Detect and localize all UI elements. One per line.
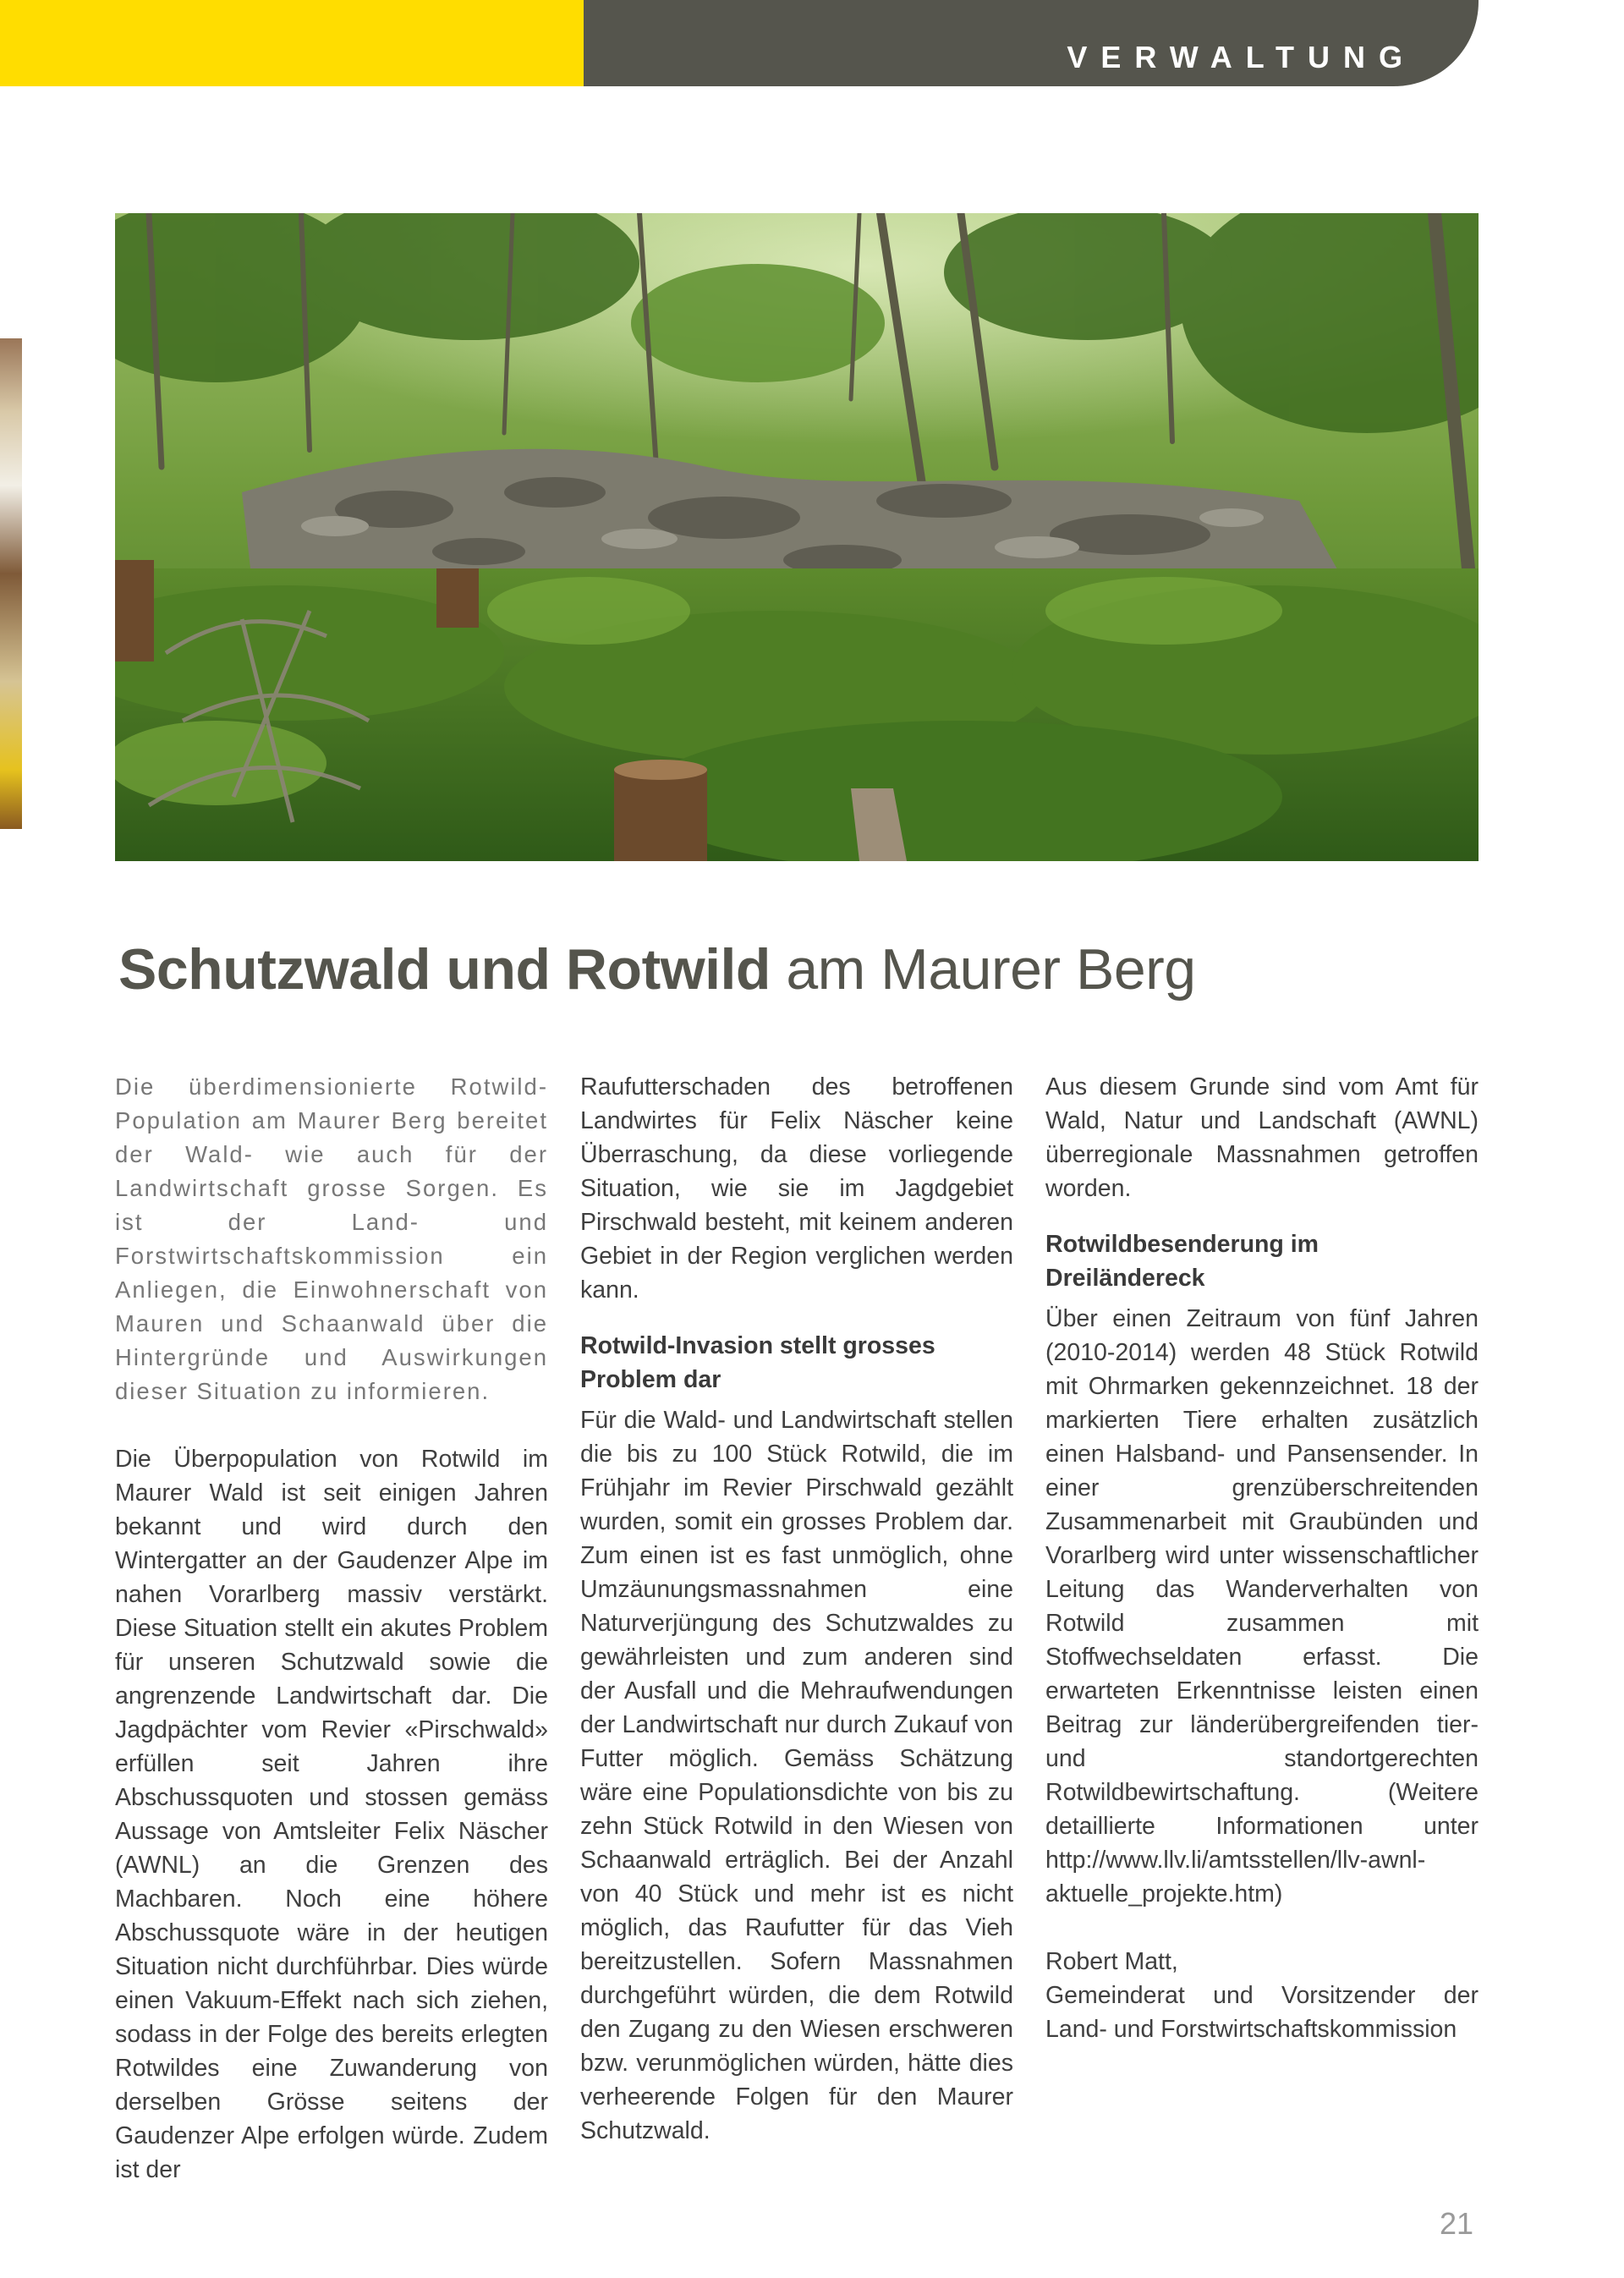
article-title-bold: Schutzwald und Rotwild <box>118 937 771 1002</box>
lead-paragraph: Die überdimensionierte Rotwild-Population am Maurer Berg bereitet der Wald- wie auch für der Landwirtschaft grosse Sorgen. Es ist der Land- und Forstwirtschaftskommission ein Anliegen, die Einwohnerschaft von Mauren und Schaanwald über die Hintergründe und Auswirkungen dieser Situation zu informieren. <box>115 1073 548 1404</box>
header-accent-bar <box>0 0 584 86</box>
author-role: Gemeinderat und Vorsitzender der Land- und Forstwirtschaftskommission <box>1045 1982 1479 2043</box>
adjacent-page-photo-edge <box>0 338 22 829</box>
article-title <box>118 937 1196 1002</box>
subheading: Rotwildbesenderung im Dreiländereck <box>1045 1231 1320 1292</box>
page-number: 21 <box>1439 2206 1473 2241</box>
body-paragraph: Über einen Zeitraum von fünf Jahren (2010-2014) werden 48 Stück Rotwild mit Ohrmarken gekennzeichnet. 18 der markierten Tiere erhalten zusätzlich einen Halsband- und Pansensender. In einer grenzüberschreitenden Zusammenarbeit mit Graubünden und Vorarlberg wird unter wissenschaftlicher Leitung das Wanderverhalten von Rotwild zusammen mit Stoffwechseldaten erfasst. Die erwarteten Erkenntnisse leisten einen Beitrag zur länderübergreifenden tier- und standortgerechten Rotwildbewirtschaftung. (Weitere detaillierte Informationen unter http://www.llv.li/amtsstellen/llv-awnl-aktuelle_projekte.htm) <box>1045 1305 1479 1907</box>
article-title-rest: am Maurer Berg <box>770 937 1196 1002</box>
text-column-3 <box>1045 1070 1479 2046</box>
body-paragraph: Raufutterschaden des betroffenen Landwirtes für Felix Näscher keine Überraschung, da diese vorliegende Situation, wie sie im Jagdgebiet Pirschwald besteht, mit keinem anderen Gebiet in der Region verglichen werden kann. <box>580 1073 1013 1304</box>
body-paragraph: Aus diesem Grunde sind vom Amt für Wald, Natur und Landschaft (AWNL) überregionale Massnahmen getroffen worden. <box>1045 1073 1479 1202</box>
author-name: Robert Matt, <box>1045 1948 1178 1975</box>
forest-photo <box>115 213 1479 861</box>
body-paragraph: Die Überpopulation von Rotwild im Maurer Wald ist seit einigen Jahren bekannt und wird durch den Wintergatter an der Gaudenzer Alpe im nahen Vorarlberg massiv verstärkt. Diese Situation stellt ein akutes Problem für unseren Schutzwald sowie die angrenzende Landwirtschaft dar. Die Jagdpächter vom Revier «Pirschwald» erfüllen seit Jahren ihre Abschussquoten und stossen gemäss Aussage von Amtsleiter Felix Näscher (AWNL) an die Grenzen des Machbaren. Noch eine höhere Abschussquote wäre in der heutigen Situation nicht durchführbar. Dies würde einen Vakuum-Effekt nach sich ziehen, sodass in der Folge des bereits erlegten Rotwildes eine Zuwanderung von derselben Grösse seitens der Gaudenzer Alpe erfolgen würde. Zudem ist der <box>115 1446 548 2183</box>
subheading: Rotwild-Invasion stellt grosses Problem dar <box>580 1332 935 1393</box>
text-column-1 <box>115 1070 548 2187</box>
body-paragraph: Für die Wald- und Landwirtschaft stellen die bis zu 100 Stück Rotwild, die im Frühjahr im Revier Pirschwald gezählt wurden, somit ein grosses Problem dar. Zum einen ist es fast unmöglich, ohne Umzäunungsmassnahmen eine Naturverjüngung des Schutzwaldes zu gewährleisten und zum anderen sind der Ausfall und die Mehraufwendungen der Landwirtschaft nur durch Zukauf von Futter möglich. Gemäss Schätzung wäre eine Populationsdichte von bis zu zehn Stück Rotwild in den Wiesen von Schaanwald erträglich. Bei der Anzahl von 40 Stück und mehr ist es nicht möglich, das Raufutter für das Vieh bereitzustellen. Sofern Massnahmen durchgeführt würden, die dem Rotwild den Zugang zu den Wiesen erschweren bzw. verunmöglichen würden, hätte dies verheerende Folgen für den Maurer Schutzwald. <box>580 1407 1013 2144</box>
section-label: VERWALTUNG <box>1067 40 1416 74</box>
text-column-2 <box>580 1070 1013 2148</box>
header-bar <box>584 0 1479 86</box>
forest-photo-illustration <box>115 213 1479 861</box>
